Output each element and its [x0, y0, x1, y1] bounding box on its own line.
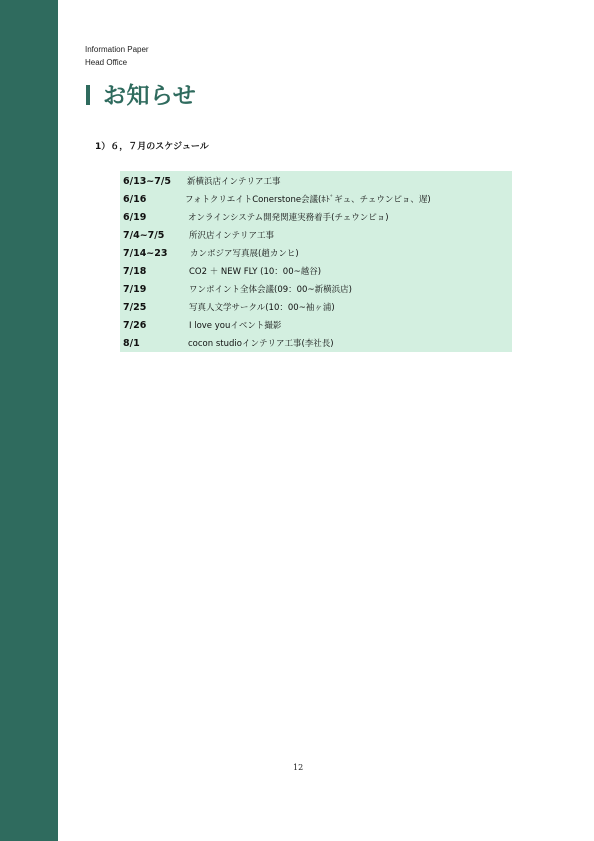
- schedule-row: [120, 245, 512, 263]
- schedule-description: cocon studioインテリア工事(李社長): [188, 339, 334, 349]
- schedule-date: 6/13~7/5: [123, 176, 171, 187]
- schedule-date: 8/1: [123, 338, 140, 349]
- schedule-date: 7/14~23: [123, 248, 168, 259]
- schedule-description: カンボジア写真展(趙カンヒ): [190, 249, 299, 259]
- schedule-row: [120, 317, 512, 335]
- schedule-description: 写真人文学サークル(10：00~袖ヶ浦): [189, 303, 335, 313]
- schedule-date: 7/26: [123, 320, 147, 331]
- schedule-date: 7/18: [123, 266, 147, 277]
- schedule-date: 7/19: [123, 284, 147, 295]
- schedule-date: 6/16: [123, 194, 147, 205]
- schedule-description: ワンポイント全体会議(09：00~新横浜店): [189, 285, 352, 295]
- schedule-date: 7/4~7/5: [123, 230, 165, 241]
- schedule-row: [120, 335, 512, 353]
- page-title-block: [86, 78, 196, 108]
- schedule-table: [120, 171, 512, 352]
- schedule-description: 所沢店インテリア工事: [189, 231, 275, 241]
- schedule-row: [120, 299, 512, 317]
- page-title: お知らせ: [103, 82, 197, 109]
- schedule-row: [120, 281, 512, 299]
- schedule-row: [120, 191, 512, 209]
- header-line-office: Head Office: [85, 58, 128, 67]
- title-accent-bar: [86, 85, 90, 105]
- schedule-description: 新横浜店インテリア工事: [187, 177, 281, 187]
- schedule-date: 7/25: [123, 302, 147, 313]
- schedule-row: [120, 227, 512, 245]
- header-line-info: Information Paper: [85, 45, 149, 54]
- schedule-description: I love youイベント撮影: [189, 321, 282, 331]
- schedule-description: オンラインシステム開発関連実務着手(チェウンピョ): [188, 213, 389, 223]
- schedule-date: 6/19: [123, 212, 147, 223]
- document-header: [85, 43, 149, 69]
- schedule-description: フォトクリエイトConerstone会議(ﾎﾄﾞギュ、チェウンピョ、遅): [185, 195, 431, 205]
- schedule-row: [120, 173, 512, 191]
- schedule-row: [120, 263, 512, 281]
- schedule-description: CO2 ＋ NEW FLY (10：00~越谷): [189, 267, 322, 277]
- section-heading: 1）６，７月のスケジュール: [95, 142, 209, 152]
- schedule-row: [120, 209, 512, 227]
- page-number: 12: [293, 763, 304, 772]
- sidebar-band: [0, 0, 58, 841]
